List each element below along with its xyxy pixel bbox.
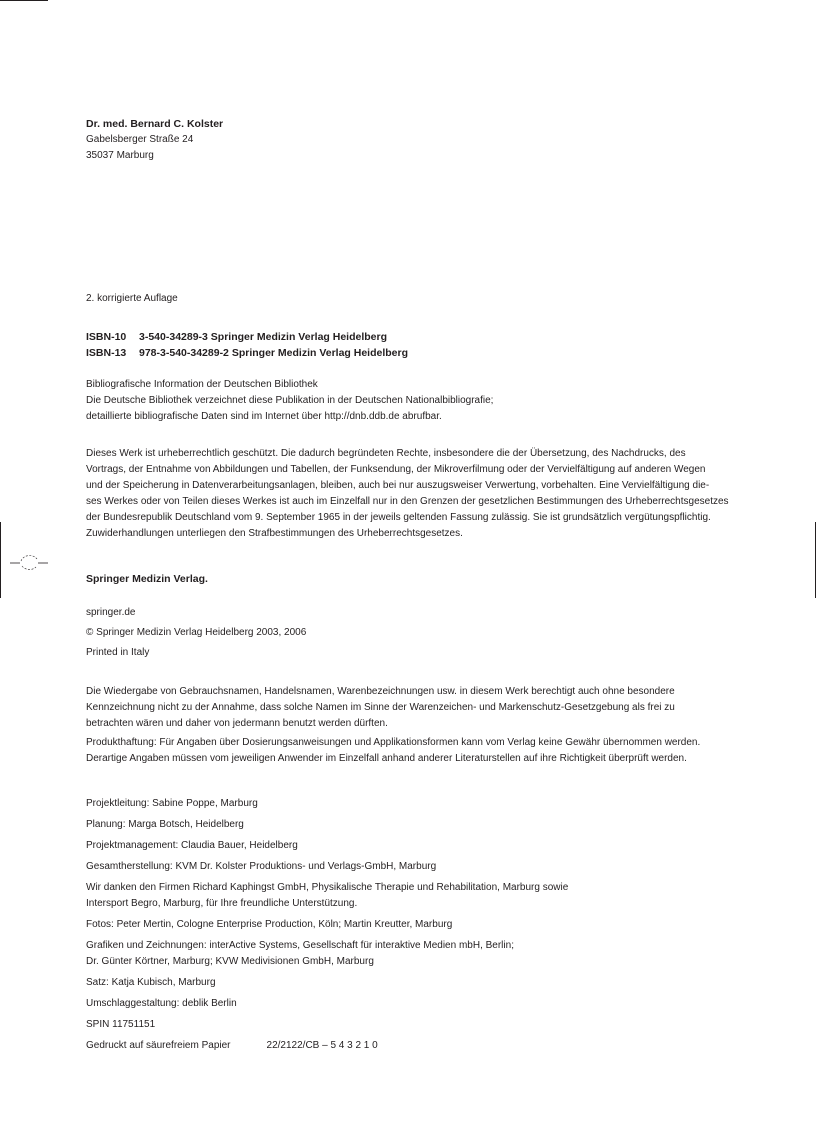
- liability-line: Produkthaftung: Für Angaben über Dosierungsanweisungen und Applikationsformen kann vom Verlag keine Gewähr übernommen werden.: [86, 737, 701, 748]
- copyright-notice: [86, 446, 756, 542]
- credit-paper-line: [86, 1038, 756, 1054]
- copyright-notice-line: und der Speicherung in Datenverarbeitungsanlagen, bleiben, auch bei nur auszugsweiser Verwertung, vorbehalten. Eine Vervielfältigung die-: [86, 480, 710, 491]
- credit-typesetting: Satz: Katja Kubisch, Marburg: [86, 977, 216, 988]
- isbn-block: [86, 329, 756, 361]
- website-text: springer.de: [86, 607, 136, 618]
- liability-notice: [86, 735, 756, 767]
- copyright-notice-line: Dieses Werk ist urheberrechtlich geschützt. Die dadurch begründeten Rechte, insbesondere die der Übersetzung, des Nachdrucks, des: [86, 448, 686, 459]
- credit-production: Gesamtherstellung: KVM Dr. Kolster Produktions- und Verlags-GmbH, Marburg: [86, 861, 437, 872]
- author-city: 35037 Marburg: [86, 150, 154, 161]
- trademark-line: betrachten wären und daher von jedermann benutzt werden dürften.: [86, 718, 388, 729]
- publisher-details: [86, 605, 756, 665]
- credit-spin: SPIN 11751151: [86, 1019, 156, 1030]
- author-address: [86, 116, 756, 164]
- isbn-13-label: ISBN-13: [86, 347, 127, 359]
- isbn-10-label: ISBN-10: [86, 331, 127, 343]
- isbn-10-line: [86, 329, 756, 345]
- copyright-notice-line: Vortrags, der Entnahme von Abbildungen und Tabellen, der Funksendung, der Mikroverfilmung oder der Vervielfältigung auf anderen Wegen: [86, 464, 706, 475]
- copyright-notice-line: ses Werkes oder von Teilen dieses Werkes ist auch im Einzelfall nur in den Grenzen der gesetzlichen Bestimmungen des Urheberrechtsgesetzes: [86, 496, 729, 507]
- isbn-10-value: 3-540-34289-3 Springer Medizin Verlag Heidelberg: [139, 331, 388, 343]
- print-code: 22/2122/CB – 5 4 3 2 1 0: [266, 1040, 378, 1051]
- biblio-line: detaillierte bibliografische Daten sind im Internet über http://dnb.ddb.de abrufbar.: [86, 411, 442, 422]
- isbn-13-line: [86, 345, 756, 361]
- trademark-line: Kennzeichnung nicht zu der Annahme, dass solche Namen im Sinne der Warenzeichen- und Markenschutz-Gesetzgebung als frei zu: [86, 702, 675, 713]
- edition-note: [86, 291, 756, 307]
- printed-in: Printed in Italy: [86, 647, 150, 658]
- bibliographic-info: [86, 377, 756, 425]
- thanks-line: Wir danken den Firmen Richard Kaphingst GmbH, Physikalische Therapie und Rehabilitation, Marburg sowie: [86, 882, 569, 893]
- author-street: Gabelsberger Straße 24: [86, 134, 194, 145]
- credit-thanks: [86, 880, 756, 912]
- copyright-notice-line: Zuwiderhandlungen unterliegen den Strafbestimmungen des Urheberrechtsgesetzes.: [86, 528, 463, 539]
- registration-mark-icon: [10, 550, 48, 576]
- biblio-line: Die Deutsche Bibliothek verzeichnet diese Publikation in der Deutschen Nationalbibliografie;: [86, 395, 494, 406]
- copyright-line: © Springer Medizin Verlag Heidelberg 2003, 2006: [86, 627, 307, 638]
- liability-line: Derartige Angaben müssen vom jeweiligen Anwender im Einzelfall anhand anderer Literaturstellen auf ihre Richtigkeit überprüft werden.: [86, 753, 687, 764]
- trademark-notice: [86, 684, 756, 732]
- graphics-line: Grafiken und Zeichnungen: interActive Systems, Gesellschaft für interaktive Medien mbH, Berlin;: [86, 940, 514, 951]
- legal-notices: [86, 684, 756, 770]
- thanks-line: Intersport Begro, Marburg, für Ihre freundliche Unterstützung.: [86, 898, 358, 909]
- edition-text: 2. korrigierte Auflage: [86, 293, 178, 304]
- publisher-name: [86, 571, 756, 587]
- copyright-notice-line: der Bundesrepublik Deutschland vom 9. September 1965 in der jeweils geltenden Fassung zulässig. Sie ist grundsätzlich vergütungspflichtig.: [86, 512, 711, 523]
- crop-mark-top-left: [0, 0, 48, 1]
- credit-project-lead: Projektleitung: Sabine Poppe, Marburg: [86, 798, 258, 809]
- publisher-text: Springer Medizin Verlag.: [86, 573, 208, 585]
- credit-planning: Planung: Marga Botsch, Heidelberg: [86, 819, 244, 830]
- crop-mark-left-edge: [0, 522, 1, 598]
- credit-photos: Fotos: Peter Mertin, Cologne Enterprise Production, Köln; Martin Kreutter, Marburg: [86, 919, 453, 930]
- credit-cover: Umschlaggestaltung: deblik Berlin: [86, 998, 237, 1009]
- credit-project-management: Projektmanagement: Claudia Bauer, Heidelberg: [86, 840, 298, 851]
- biblio-line: Bibliografische Information der Deutschen Bibliothek: [86, 379, 318, 390]
- trademark-line: Die Wiedergabe von Gebrauchsnamen, Handelsnamen, Warenbezeichnungen usw. in diesem Werk berechtigt auch ohne besondere: [86, 686, 675, 697]
- credit-graphics: [86, 938, 756, 970]
- graphics-line: Dr. Günter Körtner, Marburg; KVW Medivisionen GmbH, Marburg: [86, 956, 374, 967]
- credits: [86, 796, 756, 1059]
- isbn-13-value: 978-3-540-34289-2 Springer Medizin Verlag Heidelberg: [139, 347, 409, 359]
- paper-text: Gedruckt auf säurefreiem Papier: [86, 1040, 231, 1051]
- author-name: Dr. med. Bernard C. Kolster: [86, 118, 224, 130]
